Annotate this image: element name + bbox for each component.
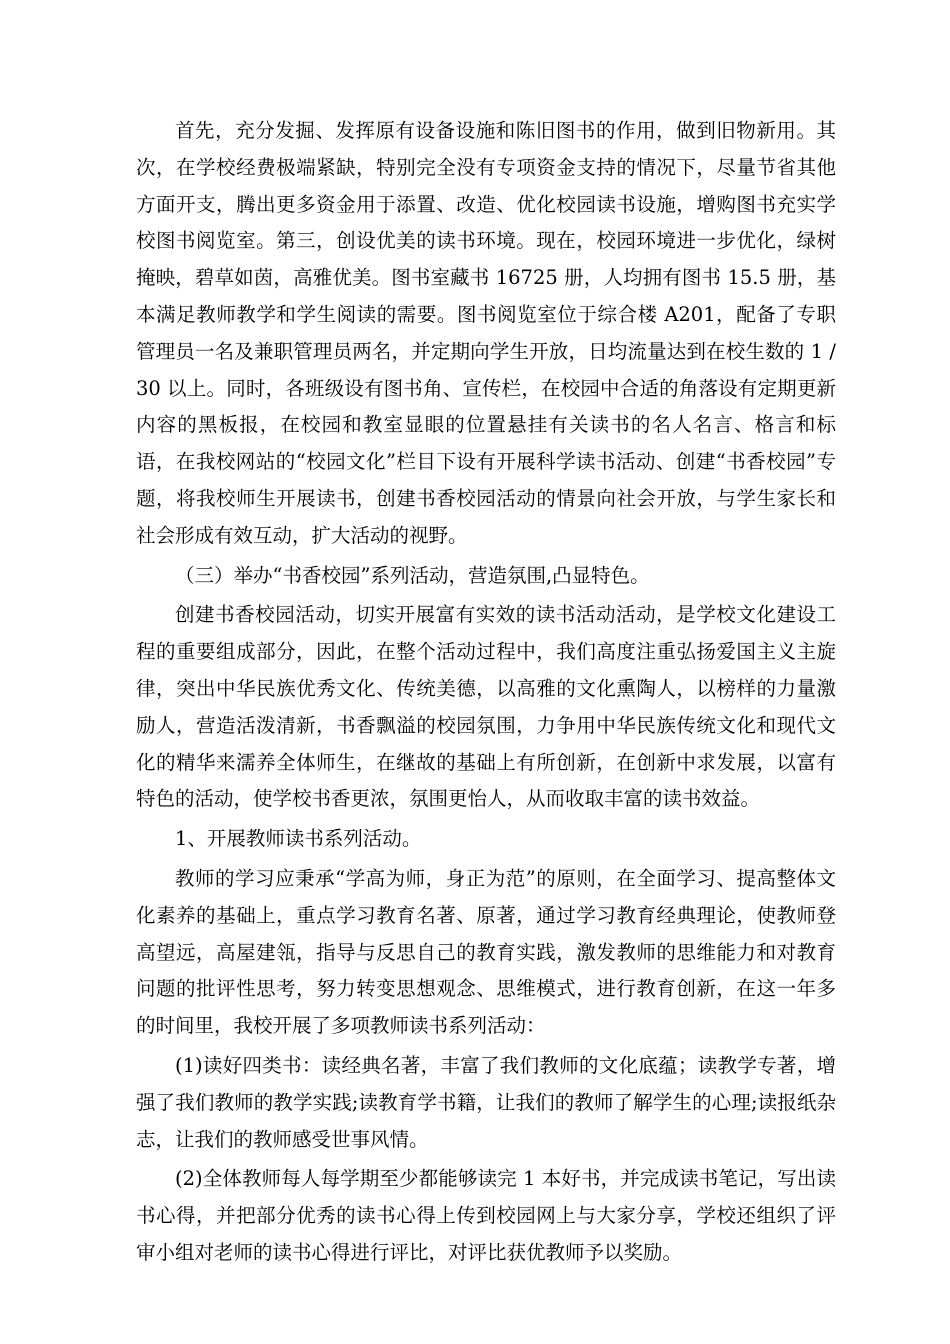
paragraph-teacher-learning: 教师的学习应秉承“学高为师，身正为范”的原则，在全面学习、提高整体文化素养的基础上，重点学习教育名著、原著，通过学习教育经典理论，使教师登高望远，高屋建瓴，指导与反思自己的教育实践，激发教师的思维能力和对教育问题的批评性思考，努力转变思想观念、思维模式，进行教育创新，在这一年多的时间里，我校开展了多项教师读书系列活动： — [136, 866, 836, 1038]
document-body — [136, 113, 836, 1275]
paragraph-item-2: (2)全体教师每人每学期至少都能够读完 1 本好书，并完成读书笔记，写出读书心得，并把部分优秀的读书心得上传到校园网上与大家分享，学校还组织了评审小组对老师的读书心得进行评比，对评比获优教师予以奖励。 — [136, 1167, 836, 1264]
paragraph-item-1: (1)读好四类书：读经典名著，丰富了我们教师的文化底蕴；读教学专著，增强了我们教师的教学实践;读教育学书籍，让我们的教师了解学生的心理;读报纸杂志，让我们的教师感受世事风情。 — [136, 1053, 836, 1151]
subheading-teacher-reading: 1、开展教师读书系列活动。 — [175, 827, 422, 851]
section-heading-activities: （三）举办“书香校园”系列活动，营造氛围,凸显特色。 — [175, 563, 650, 587]
paragraph-facilities: 首先，充分发掘、发挥原有设备设施和陈旧图书的作用，做到旧物新用。其次，在学校经费极端紧缺，特别完全没有专项资金支持的情况下，尽量节省其他方面开支，腾出更多资金用于添置、改造、优化校园读书设施，增购图书充实学校图书阅览室。第三，创设优美的读书环境。现在，校园环境进一步优化，绿树掩映，碧草如茵，高雅优美。图书室藏书 16725 册，人均拥有图书 15.5 册，基本满足教师教学和学生阅读的需要。图书阅览室位于综合楼 A201，配备了专职管理员一名及兼职管理员两名，并定期向学生开放，日均流量达到在校生数的 1 / 30 以上。同时，各班级设有图书角、宣传栏，在校园中合适的角落设有定期更新内容的黑板报，在校园和教室显眼的位置悬挂有关读书的名人名言、格言和标语，在我校网站的“校园文化”栏目下设有开展科学读书活动、创建“书香校园”专题，将我校师生开展读书，创建书香校园活动的情景向社会开放，与学生家长和社会形成有效互动，扩大活动的视野。 — [136, 119, 836, 547]
paragraph-activities-intro: 创建书香校园活动，切实开展富有实效的读书活动活动，是学校文化建设工程的重要组成部分，因此，在整个活动过程中，我们高度注重弘扬爱国主义主旋律，突出中华民族优秀文化、传统美德，以高雅的文化熏陶人，以榜样的力量激励人，营造活泼清新，书香飘溢的校园氛围，力争用中华民族传统文化和现代文化的精华来濡养全体师生，在继故的基础上有所创新，在创新中求发展，以富有特色的活动，使学校书香更浓，氛围更怡人，从而收取丰富的读书效益。 — [136, 603, 836, 811]
